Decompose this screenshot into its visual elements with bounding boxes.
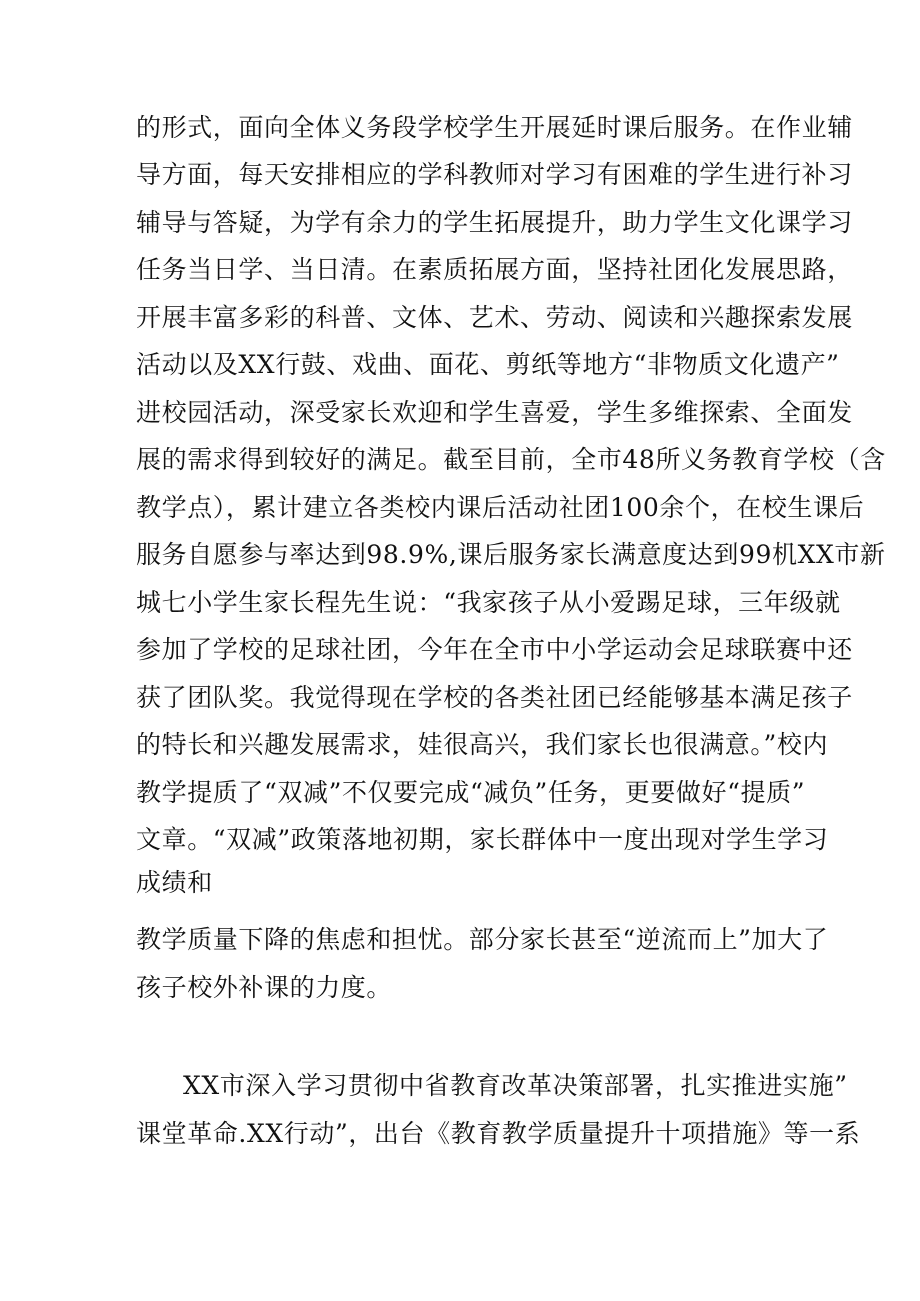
text-line: 任务当日学、当日清。在素质拓展方面，坚持社团化发展思路， <box>136 255 853 284</box>
text-line: 教学质量下降的焦虑和担忧。部分家长甚至“逆流而上”加大了 <box>136 925 829 954</box>
text-line: 辅导与答疑，为学有余力的学生拓展提升，助力学生文化课学习 <box>136 208 853 237</box>
text-line: 服务自愿参与率达到98.9%,课后服务家长满意度达到99机XX市新 <box>136 540 886 569</box>
text-line: 获了团队奖。我觉得现在学校的各类社团已经能够基本满足孩子 <box>136 683 853 712</box>
text-line: 成绩和 <box>136 868 213 897</box>
text-line: 的形式，面向全体义务段学校学生开展延时课后服务。在作业辅 <box>136 113 853 142</box>
text-line: 文章。“双减”政策落地初期，家长群体中一度出现对学生学习 <box>136 825 829 854</box>
text-line: 教学提质了“双减”不仅要完成“减负”任务，更要做好“提质” <box>136 778 806 807</box>
text-line: XX市深入学习贯彻中省教育改革决策部署，扎实推进实施” <box>183 1071 848 1100</box>
text-line: 开展丰富多彩的科普、文体、艺术、劳动、阅读和兴趣探索发展 <box>136 303 853 332</box>
text-line: 参加了学校的足球社团，今年在全市中小学运动会足球联赛中还 <box>136 635 853 664</box>
text-line: 城七小学生家长程先生说：“我家孩子从小爱踢足球，三年级就 <box>136 588 841 617</box>
text-line: 展的需求得到较好的满足。截至目前，全市48所义务教育学校（含 <box>136 445 886 474</box>
text-line: 教学点），累计建立各类校内课后活动社团100余个，在校生课后 <box>136 493 865 522</box>
text-line: 的特长和兴趣发展需求，娃很高兴，我们家长也很满意。”校内 <box>136 730 829 759</box>
text-line: 进校园活动，深受家长欢迎和学生喜爱，学生多维探索、全面发 <box>136 398 853 427</box>
text-line: 活动以及XX行鼓、戏曲、面花、剪纸等地方“非物质文化遗产” <box>136 350 840 379</box>
text-line: 导方面，每天安排相应的学科教师对学习有困难的学生进行补习 <box>136 160 853 189</box>
text-line: 孩子校外补课的力度。 <box>136 973 393 1002</box>
text-line: 课堂革命.XX行动”，出台《教育教学质量提升十项措施》等一系 <box>136 1119 861 1148</box>
